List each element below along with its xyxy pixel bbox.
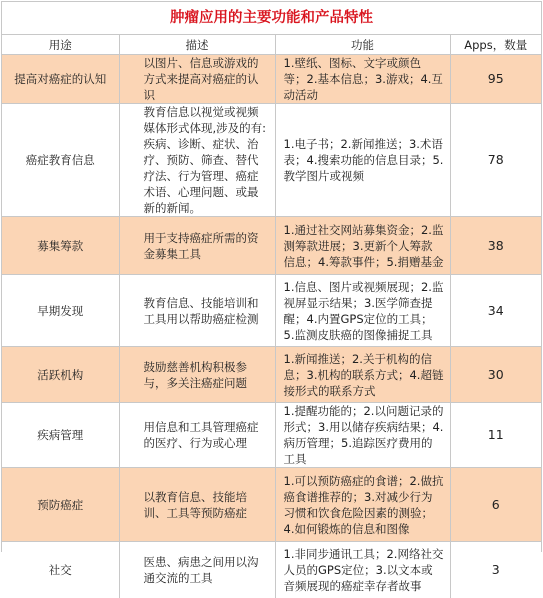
cell-apps: 6 <box>450 468 541 542</box>
cell-func: 1.可以预防癌症的食谱；2.做抗癌食谱推荐的；3.对减少行为习惯和饮食危险因素的测验；4.如何锻炼的信息和图像 <box>275 468 450 542</box>
cell-desc: 鼓励慈善机构积极参与，多关注癌症问题 <box>119 347 275 403</box>
table-row <box>2 275 541 347</box>
table-row <box>2 542 541 598</box>
header-use: 用途 <box>2 35 119 55</box>
cell-use: 疾病管理 <box>2 403 119 468</box>
table-row <box>2 403 541 468</box>
feature-table <box>2 35 541 598</box>
cell-apps: 30 <box>450 347 541 403</box>
cell-apps: 95 <box>450 55 541 104</box>
cell-desc: 用信息和工具管理癌症的医疗、行为或心理 <box>119 403 275 468</box>
table-row <box>2 468 541 542</box>
table-row <box>2 55 541 104</box>
cell-desc: 教育信息以视觉或视频媒体形式体现,涉及的有:疾病、诊断、症状、治疗、预防、筛查、替代疗法、行为管理、癌症术语、心理问题、或最新的新闻。 <box>119 104 275 217</box>
cell-use: 募集筹款 <box>2 217 119 275</box>
cell-func: 1.信息、图片或视频展现；2.监视屏显示结果；3.医学筛查提醒；4.内置GPS定位的工具；5.监测皮肤癌的图像捕捉工具 <box>275 275 450 347</box>
cell-func: 1.通过社交网站募集资金；2.监测筹款进展；3.更新个人筹款信息；4.筹款事件；5.捐赠基金 <box>275 217 450 275</box>
cell-desc: 以教育信息、技能培训、工具等预防癌症 <box>119 468 275 542</box>
cell-use: 癌症教育信息 <box>2 104 119 217</box>
cell-use: 早期发现 <box>2 275 119 347</box>
cell-use: 社交 <box>2 542 119 598</box>
table-title: 肿瘤应用的主要功能和产品特性 <box>2 2 541 35</box>
cell-func: 1.新闻推送；2.关于机构的信息；3.机构的联系方式；4.超链接形式的联系方式 <box>275 347 450 403</box>
table-row <box>2 347 541 403</box>
cell-apps: 78 <box>450 104 541 217</box>
cell-apps: 38 <box>450 217 541 275</box>
cell-desc: 用于支持癌症所需的资金募集工具 <box>119 217 275 275</box>
cell-use: 预防癌症 <box>2 468 119 542</box>
cell-desc: 教育信息、技能培训和工具用以帮助癌症检测 <box>119 275 275 347</box>
cell-apps: 34 <box>450 275 541 347</box>
cell-use: 提高对癌症的认知 <box>2 55 119 104</box>
header-row <box>2 35 541 55</box>
cell-desc: 医患、病患之间用以沟通交流的工具 <box>119 542 275 598</box>
header-desc: 描述 <box>119 35 275 55</box>
table-row <box>2 104 541 217</box>
cell-apps: 3 <box>450 542 541 598</box>
cell-desc: 以图片、信息或游戏的方式来提高对癌症的认识 <box>119 55 275 104</box>
cell-func: 1.非同步通讯工具；2.网络社交人员的GPS定位；3.以文本或音频展现的癌症幸存者故事 <box>275 542 450 598</box>
table-row <box>2 217 541 275</box>
cell-func: 1.提醒功能的；2.以问题记录的形式；3.用以储存疾病结果；4.病历管理；5.追踪医疗费用的工具 <box>275 403 450 468</box>
feature-table-card <box>1 1 542 593</box>
cell-func: 1.壁纸、图标、文字或颜色等；2.基本信息；3.游戏；4.互动活动 <box>275 55 450 104</box>
cell-func: 1.电子书；2.新闻推送；3.术语表；4.搜索功能的信息目录；5.教学图片或视频 <box>275 104 450 217</box>
cell-use: 活跃机构 <box>2 347 119 403</box>
header-apps: Apps，数量 <box>450 35 541 55</box>
cell-apps: 11 <box>450 403 541 468</box>
header-func: 功能 <box>275 35 450 55</box>
